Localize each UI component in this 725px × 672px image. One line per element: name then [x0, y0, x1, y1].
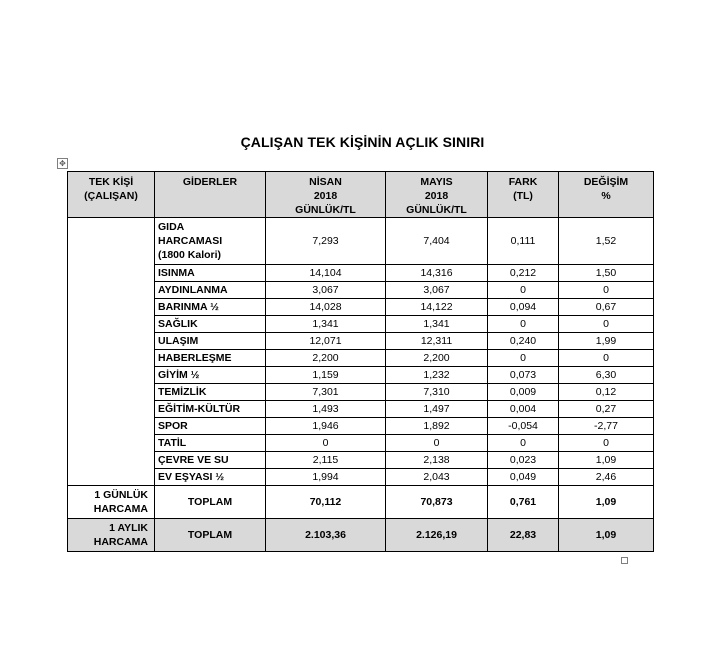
- cell-mayis: 7,310: [386, 384, 488, 401]
- table-row: [68, 350, 654, 367]
- expense-label-line: ISINMA: [158, 267, 195, 279]
- table-row: [68, 469, 654, 486]
- cell-degisim: 1,50: [559, 265, 654, 282]
- cell-degisim: 0,27: [559, 401, 654, 418]
- cell-mayis: 2,043: [386, 469, 488, 486]
- cell-nisan: 7,301: [266, 384, 386, 401]
- cell-fark: 0: [488, 282, 559, 299]
- header-mayis: [386, 172, 488, 218]
- total-degisim: 1,09: [559, 519, 654, 552]
- table-row: [68, 418, 654, 435]
- cell-fark: 0,023: [488, 452, 559, 469]
- header-giderler: [155, 172, 266, 218]
- cell-nisan: 14,028: [266, 299, 386, 316]
- cell-fark: 0: [488, 316, 559, 333]
- header-degisim: [559, 172, 654, 218]
- cell-fark: 0,009: [488, 384, 559, 401]
- cell-mayis: 1,232: [386, 367, 488, 384]
- cell-fark: 0,094: [488, 299, 559, 316]
- cell-mayis: 3,067: [386, 282, 488, 299]
- expense-label-line: BARINMA ½: [158, 301, 219, 313]
- cell-nisan: 12,071: [266, 333, 386, 350]
- cell-mayis: 1,497: [386, 401, 488, 418]
- total-head-line: HARCAMA: [93, 536, 148, 548]
- header-line: FARK: [508, 176, 538, 188]
- cell-fark: 0: [488, 435, 559, 452]
- hunger-threshold-table: [67, 171, 654, 552]
- cell-mayis: 2,138: [386, 452, 488, 469]
- table-move-handle-icon[interactable]: ✥: [57, 158, 68, 169]
- total-fark: 22,83: [488, 519, 559, 552]
- expense-label: [155, 469, 266, 486]
- total-mayis: 70,873: [386, 486, 488, 519]
- table-row: [68, 452, 654, 469]
- total-nisan: 2.103,36: [266, 519, 386, 552]
- cell-degisim: 0: [559, 282, 654, 299]
- cell-nisan: 1,946: [266, 418, 386, 435]
- expense-label: [155, 452, 266, 469]
- cell-fark: 0,049: [488, 469, 559, 486]
- cell-fark: 0,004: [488, 401, 559, 418]
- expense-label-line: ULAŞIM: [158, 335, 199, 347]
- expense-label: [155, 384, 266, 401]
- cell-nisan: 1,493: [266, 401, 386, 418]
- cell-mayis: 2,200: [386, 350, 488, 367]
- header-nisan: [266, 172, 386, 218]
- cell-nisan: 2,200: [266, 350, 386, 367]
- header-fark: [488, 172, 559, 218]
- header-line: (TL): [513, 190, 533, 202]
- expense-label-line: EĞİTİM-KÜLTÜR: [158, 403, 241, 415]
- cell-nisan: 2,115: [266, 452, 386, 469]
- header-line: MAYIS: [420, 176, 453, 188]
- total-head-line: HARCAMA: [93, 503, 148, 515]
- table-row: [68, 218, 654, 265]
- cell-fark: -0,054: [488, 418, 559, 435]
- cell-mayis: 14,122: [386, 299, 488, 316]
- cell-mayis: 1,341: [386, 316, 488, 333]
- expense-label: [155, 435, 266, 452]
- cell-mayis: 12,311: [386, 333, 488, 350]
- cell-fark: 0,240: [488, 333, 559, 350]
- header-tek-kisi: [68, 172, 155, 218]
- expense-label-line: HABERLEŞME: [158, 352, 232, 364]
- header-line: GÜNLÜK/TL: [295, 204, 356, 216]
- cell-nisan: 14,104: [266, 265, 386, 282]
- expense-label-line: AYDINLANMA: [158, 284, 228, 296]
- table-resize-handle[interactable]: [621, 557, 628, 564]
- expense-label-line: SPOR: [158, 420, 188, 432]
- cell-mayis: 14,316: [386, 265, 488, 282]
- header-line: %: [601, 190, 611, 202]
- cell-degisim: 1,99: [559, 333, 654, 350]
- page-title: ÇALIŞAN TEK KİŞİNİN AÇLIK SINIRI: [240, 134, 485, 150]
- expense-label: [155, 316, 266, 333]
- cell-fark: 0,073: [488, 367, 559, 384]
- expense-label: [155, 299, 266, 316]
- cell-degisim: 0: [559, 350, 654, 367]
- expense-label-line: EV EŞYASI ½: [158, 471, 225, 483]
- cell-degisim: 1,52: [559, 218, 654, 265]
- header-line: TEK KİŞİ: [88, 176, 134, 188]
- total-row-head: [68, 486, 155, 519]
- expense-label: [155, 418, 266, 435]
- cell-degisim: 0: [559, 435, 654, 452]
- table-row: [68, 367, 654, 384]
- total-row: [68, 486, 654, 519]
- expense-label: [155, 401, 266, 418]
- expense-label-line: TEMİZLİK: [158, 386, 207, 398]
- cell-nisan: 0: [266, 435, 386, 452]
- table-row: [68, 299, 654, 316]
- header-line: DEĞİŞİM: [583, 176, 629, 188]
- cell-mayis: 1,892: [386, 418, 488, 435]
- expense-label-line: HARCAMASI: [158, 235, 223, 247]
- expense-label-line: TATİL: [158, 437, 187, 449]
- expense-label-line: GIDA: [158, 221, 185, 233]
- total-fark: 0,761: [488, 486, 559, 519]
- cell-mayis: 0: [386, 435, 488, 452]
- table-row: [68, 316, 654, 333]
- cell-nisan: 1,159: [266, 367, 386, 384]
- total-head-line: 1 GÜNLÜK: [94, 489, 148, 501]
- header-line: 2018: [313, 190, 338, 202]
- total-row: [68, 519, 654, 552]
- header-line: (ÇALIŞAN): [84, 190, 138, 202]
- table-row: [68, 333, 654, 350]
- header-line: GİDERLER: [182, 176, 238, 188]
- expense-label-line: GİYİM ½: [158, 369, 200, 381]
- total-mayis: 2.126,19: [386, 519, 488, 552]
- total-degisim: 1,09: [559, 486, 654, 519]
- cell-fark: 0: [488, 350, 559, 367]
- expense-label: [155, 282, 266, 299]
- total-row-head: [68, 519, 155, 552]
- table-row: [68, 282, 654, 299]
- cell-degisim: 6,30: [559, 367, 654, 384]
- total-label: TOPLAM: [155, 486, 266, 519]
- header-line: 2018: [424, 190, 449, 202]
- cell-degisim: 0: [559, 316, 654, 333]
- expense-label-line: SAĞLIK: [158, 318, 198, 330]
- cell-degisim: -2,77: [559, 418, 654, 435]
- cell-nisan: 3,067: [266, 282, 386, 299]
- expense-label: [155, 218, 266, 265]
- cell-nisan: 1,994: [266, 469, 386, 486]
- total-nisan: 70,112: [266, 486, 386, 519]
- expense-label-line: (1800 Kalori): [158, 249, 222, 261]
- cell-nisan: 7,293: [266, 218, 386, 265]
- table-row: [68, 401, 654, 418]
- total-head-line: 1 AYLIK: [109, 522, 148, 534]
- cell-fark: 0,111: [488, 218, 559, 265]
- total-label: TOPLAM: [155, 519, 266, 552]
- expense-label-line: ÇEVRE VE SU: [158, 454, 229, 466]
- cell-nisan: 1,341: [266, 316, 386, 333]
- cell-mayis: 7,404: [386, 218, 488, 265]
- header-line: GÜNLÜK/TL: [406, 204, 467, 216]
- cell-degisim: 1,09: [559, 452, 654, 469]
- expense-label: [155, 350, 266, 367]
- cell-fark: 0,212: [488, 265, 559, 282]
- blank-group-cell: [68, 218, 155, 486]
- cell-degisim: 2,46: [559, 469, 654, 486]
- expense-label: [155, 367, 266, 384]
- table-row: [68, 265, 654, 282]
- table-row: [68, 384, 654, 401]
- table-row: [68, 435, 654, 452]
- expense-label: [155, 333, 266, 350]
- expense-label: [155, 265, 266, 282]
- header-line: NİSAN: [309, 176, 342, 188]
- cell-degisim: 0,12: [559, 384, 654, 401]
- cell-degisim: 0,67: [559, 299, 654, 316]
- header-row: [68, 172, 654, 218]
